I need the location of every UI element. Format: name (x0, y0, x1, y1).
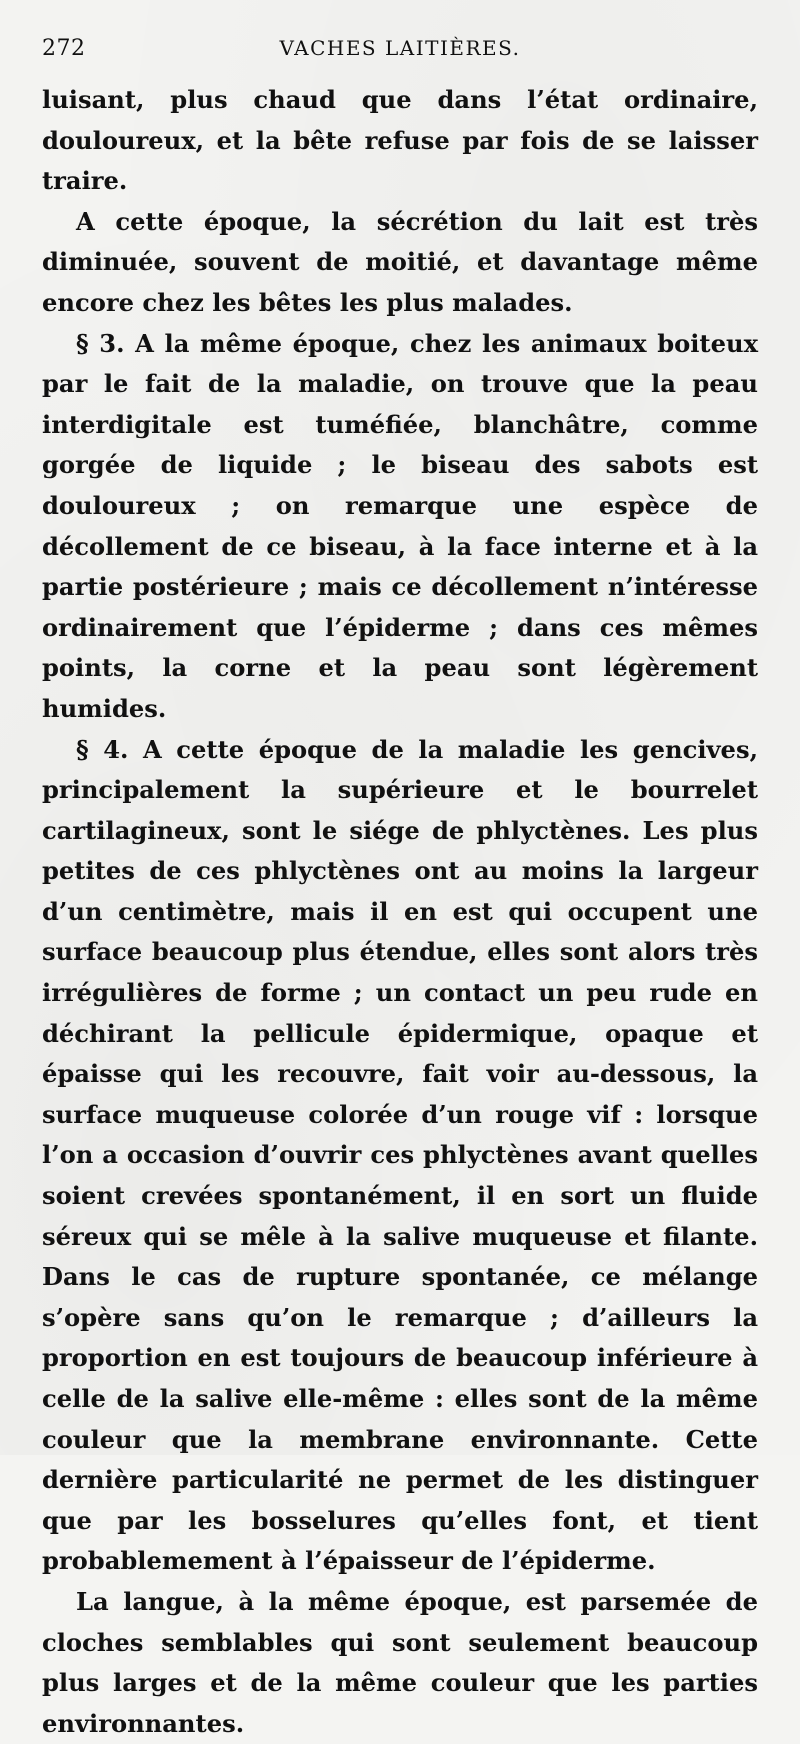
paragraph-section-4: § 4. A cette époque de la maladie les gencives, principalement la supérieure et le bourrelet cartilagineux, sont le siége de phlyctènes. Les plus petites de ces phlyctènes ont au moins la largeur d’un centimètre, mais il en est qui occupent une surface beaucoup plus étendue, elles sont alors très irrégulières de forme ; un contact un peu rude en déchirant la pellicule épidermique, opaque et épaisse qui les recouvre, fait voir au-dessous, la surface muqueuse colorée d’un rouge vif : lorsque l’on a occasion d’ouvrir ces phlyctènes avant quelles soient crevées spontanément, il en sort un fluide séreux qui se mêle à la salive muqueuse et filante. Dans le cas de rupture spontanée, ce mélange s’opère sans qu’on le remarque ; d’ailleurs la proportion en est toujours de beaucoup inférieure à celle de la salive elle-même : elles sont de la même couleur que la membrane environnante. Cette dernière particularité ne permet de les distinguer que par les bosselures qu’elles font, et tient probablemement à l’épaisseur de l’épiderme. (42, 734, 758, 1576)
page-number: 272 (42, 36, 86, 61)
body-text (42, 80, 758, 1744)
paragraph-langue: La langue, à la même époque, est parsemée de cloches semblables qui sont seulement beaucoup plus larges et de la même couleur que les parties environnantes. (42, 1586, 758, 1738)
page-header (42, 36, 758, 76)
paragraph-section-3: § 3. A la même époque, chez les animaux boiteux par le fait de la maladie, on trouve que la peau interdigitale est tuméfiée, blanchâtre, comme gorgée de liquide ; le biseau des sabots est douloureux ; on remarque une espèce de décollement de ce biseau, à la face interne et à la partie postérieure ; mais ce décollement n’intéresse ordinairement que l’épiderme ; dans ces mêmes points, la corne et la peau sont légèrement humides. (42, 328, 758, 723)
running-head: VACHES LAITIÈRES. (279, 36, 521, 60)
paragraph-lait: A cette époque, la sécrétion du lait est très diminuée, souvent de moitié, et davantage même encore chez les bêtes les plus malades. (42, 206, 758, 317)
paragraph-continuation: luisant, plus chaud que dans l’état ordinaire, douloureux, et la bête refuse par fois de se laisser traire. (42, 85, 758, 196)
